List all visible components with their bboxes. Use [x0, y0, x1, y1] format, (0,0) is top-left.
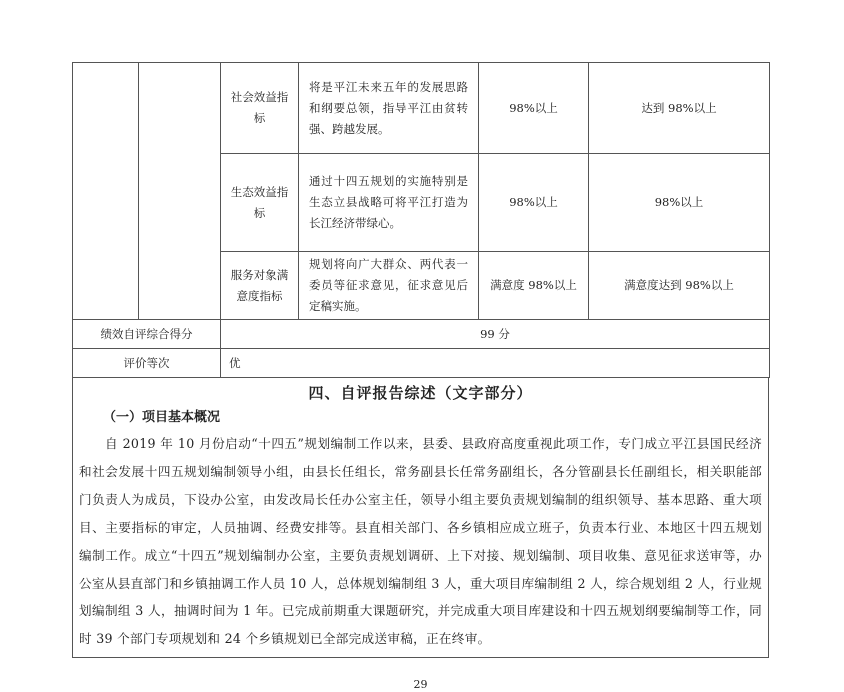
grade-value: 优: [221, 349, 770, 378]
actual-cell: 98%以上: [589, 154, 770, 252]
target-cell: 98%以上: [479, 63, 589, 154]
score-row: [73, 320, 770, 349]
summary-section: [72, 378, 769, 658]
page-number: 29: [413, 678, 428, 692]
actual-cell: 达到 98%以上: [589, 63, 770, 154]
merged-cell: [73, 63, 139, 320]
description-cell: 规划将向广大群众、两代表一委员等征求意见，征求意见后定稿实施。: [299, 252, 479, 320]
table-row: [73, 63, 770, 154]
grade-label: 评价等次: [73, 349, 221, 378]
grade-row: [73, 349, 770, 378]
performance-table: [72, 62, 770, 378]
description-cell: 通过十四五规划的实施特别是生态立县战略可将平江打造为长江经济带绿心。: [299, 154, 479, 252]
indicator-cell: 社会效益指标: [221, 63, 299, 154]
score-label: 绩效自评综合得分: [73, 320, 221, 349]
indicator-cell: 服务对象满意度指标: [221, 252, 299, 320]
section-paragraph: 自 2019 年 10 月份启动“十四五”规划编制工作以来，县委、县政府高度重视此项工作，专门成立平江县国民经济和社会发展十四五规划编制领导小组，由县长任组长，常务副县长任常务副组长，各分管副县长任副组长，相关职能部门负责人为成员，下设办公室，由发改局长任办公室主任，领导小组主要负责规划编制的组织领导、基本思路、重大项目、主要指标的审定，人员抽调、经费安排等。县直相关部门、各乡镇相应成立班子，负责本行业、本地区十四五规划编制工作。成立“十四五”规划编制办公室，主要负责规划调研、上下对接、规划编制、项目收集、意见征求送审等，办公室从县直部门和乡镇抽调工作人员 10 人，总体规划编制组 3 人，重大项目库编制组 2 人，综合规划组 2 人，行业规划编制组 3 人，抽调时间为 1 年。已完成前期重大课题研究，并完成重大项目库建设和十四五规划纲要编制等工作，同时 39 个部门专项规划和 24 个乡镇规划已全部完成送审稿，正在终审。: [79, 436, 762, 647]
target-cell: 98%以上: [479, 154, 589, 252]
description-cell: 将是平江未来五年的发展思路和纲要总领，指导平江由贫转强、跨越发展。: [299, 63, 479, 154]
merged-cell: [139, 63, 221, 320]
page-content: [72, 0, 769, 692]
section-subtitle: （一）项目基本概况: [103, 410, 221, 425]
score-value: 99 分: [221, 320, 770, 349]
actual-cell: 满意度达到 98%以上: [589, 252, 770, 320]
section-title: 四、自评报告综述（文字部分）: [308, 384, 533, 402]
target-cell: 满意度 98%以上: [479, 252, 589, 320]
indicator-cell: 生态效益指标: [221, 154, 299, 252]
